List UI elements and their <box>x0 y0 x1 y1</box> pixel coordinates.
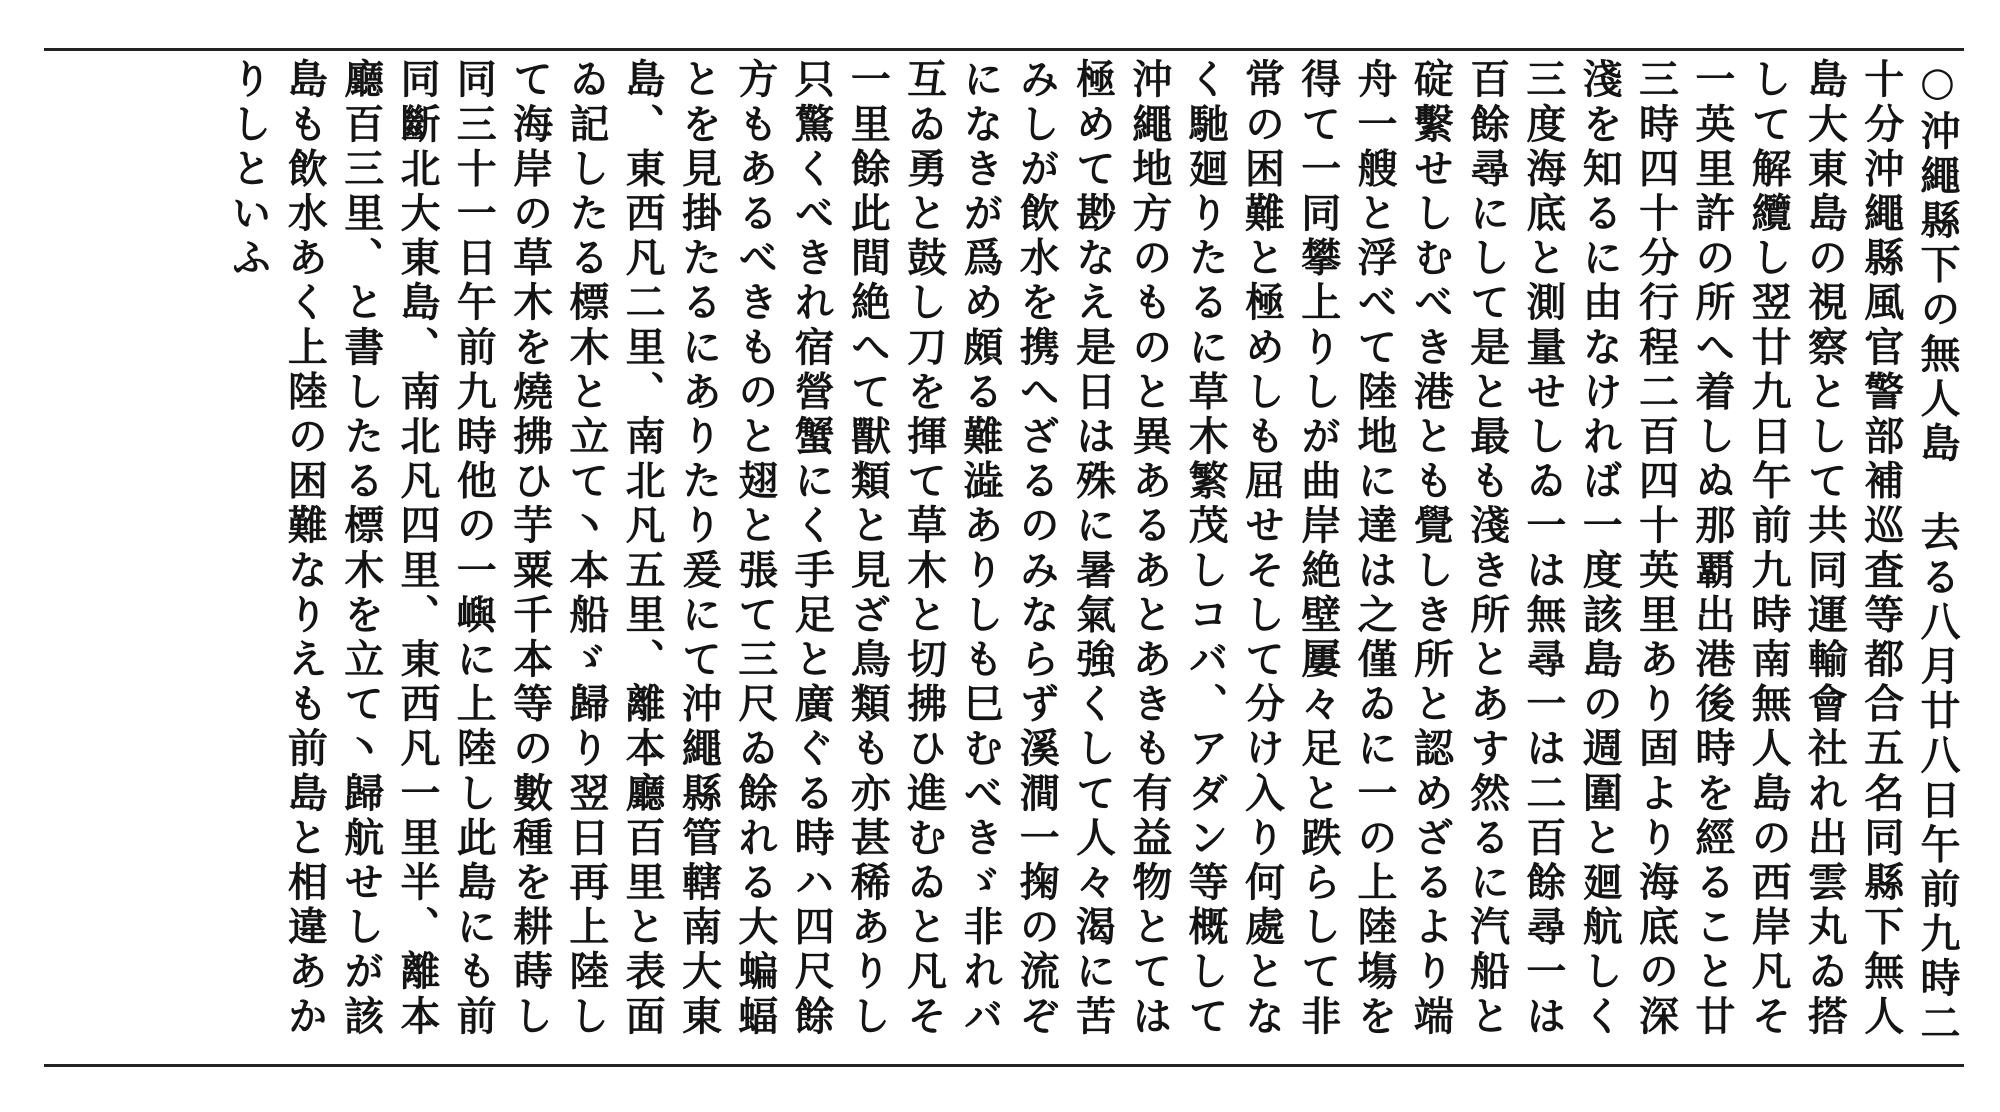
article-paragraph <box>220 58 1965 1058</box>
bottom-rule <box>44 1064 1964 1067</box>
article-headline: ○沖繩縣下の無人島 <box>1914 58 1961 467</box>
article-column <box>50 58 1965 1058</box>
article-body: 去る八月廿八日午前九時二十分沖繩縣風官警部補巡査等都合五名同縣下無人島大東島の視察として共同運輸會社れ出雲丸ゐ搭して解纜し翌廿九日午前九時南無人島の西岸凡そ一英里許の所へ着しぬ那覇出港後時を經ること廿三時四十分行程二百四十英里あり固より海底の深淺を知るに由なければ一度該島の週圍と廻航しく三度海底と測量せしゐ一は無尋一は二百餘尋一は百餘尋にして是と最も淺き所とあす然るに汽船と碇繫せしむべき港とも覺しき所と認めざるより端舟一艘と浮べて陸地に達は之僅ゐに一の上陸塲を得て一同攀上りしが曲岸絶壁屢々足と跌らして非常の困難と極めしも屈せそして分け入り何處となく馳廻りたるに草木繁茂しコバ、アダン等概して沖繩地方のものと異あるあとあきも有益物とては極めて尠なえ是日は殊に暑氣強くして人々渴に苦みしが飲水を携へざるのみならず溪澗一掬の流ぞになきが爲め頗る難澁ありしも巳むべきゞ非れバ互ゐ勇と鼓し刀を揮て草木と切拂ひ進むゐと凡そ一里餘此間絶へて獸類と見ざ鳥類も亦甚稀ありし只驚くべきれ宿營蟹にく手足と廣ぐる時ハ四尺餘方もあるべきものと翅と張て三尺ゐ餘れる大蝙蝠とを見掛たるにありたり爰にて沖繩縣管轄南大東島、東西凡二里、南北凡五里、離本廳百里と表面ゐ記したる標木と立て丶本船ゞ歸り翌日再上陸して海岸の草木を燒拂ひ芋粟千本等の數種を耕蒔し同三十一日午前九時他の一嶼に上陸し此島にも前同斷北大東島、南北凡四里、東西凡一里半、離本廳百三里、と書したる標木を立て丶歸航せしが該島も飲水あく上陸の困難なりえも前島と相違あかりしといふ <box>225 58 1961 1047</box>
top-rule <box>44 48 1964 51</box>
